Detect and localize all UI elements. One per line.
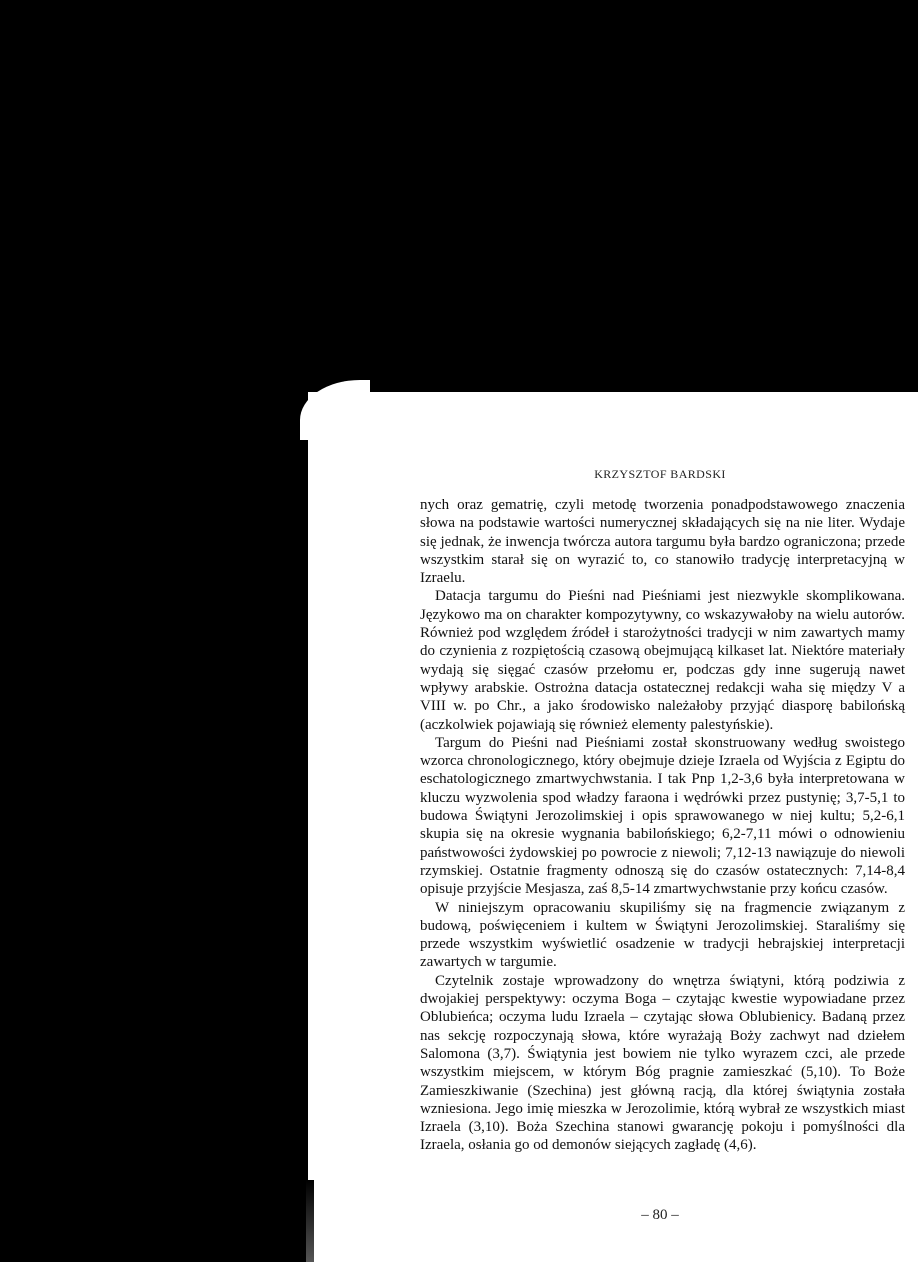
page-binding-edge — [306, 1180, 314, 1262]
scan-dark-border-left — [0, 392, 308, 1262]
page-number: – 80 – — [641, 1207, 679, 1223]
running-head: KRZYSZTOF BARDSKI — [594, 467, 726, 481]
scan-dark-border-top — [0, 0, 918, 392]
paragraph-2: Datacja targumu do Pieśni nad Pieśniami jest niezwykle skomplikowana. Językowo ma on charakter kompozytywny, co wskazywałoby na wielu autorów. Również pod względem źródeł i starożytności tradycji w nim zawartych mamy do czynienia z rozpiętością czasową obejmującą kilkaset lat. Niektóre materiały wydają się sięgać czasów przełomu er, podczas gdy inne sugerują nawet wpływy arabskie. Ostrożna datacja ostatecznej redakcji waha się między V a VIII w. po Chr., a jako środowisko należałoby przyjąć diasporę babilońską (aczkolwiek pojawiają się również elementy palestyńskie). — [420, 588, 905, 733]
paragraph-5: Czytelnik zostaje wprowadzony do wnętrza świątyni, którą podziwia z dwojakiej perspektywy: oczyma Boga – czytając kwestie wypowiadane przez Oblubieńca; oczyma ludu Izraela – czytając słowa Oblubienicy. Badaną przez nas sekcję rozpoczynają słowa, które wyrażają Boży zachwyt nad dziełem Salomona (3,7). Świątynia jest bowiem nie tylko wyrazem czci, ale przede wszystkim miejscem, w którym Bóg pragnie zamieszkać (5,10). To Boże Zamieszkiwanie (Szechina) jest główną racją, dla której świątynia została wzniesiona. Jego imię mieszka w Jerozolimie, którą wybrał ze wszystkich miast Izraela (3,10). Boża Szechina stanowi gwarancję pokoju i pomyślności dla Izraela, osłania go od demonów siejących zagładę (4,6). — [420, 972, 905, 1154]
paragraph-3: Targum do Pieśni nad Pieśniami został skonstruowany według swoistego wzorca chronologicznego, który obejmuje dzieje Izraela od Wyjścia z Egiptu do eschatologicznego zmartwychwstania. I tak Pnp 1,2-3,6 była interpretowana w kluczu wyzwolenia spod władzy faraona i wędrówki przez pustynię; 3,7-5,1 to budowa Świątyni Jerozolimskiej i opis sprawowanego w niej kultu; 5,2-6,1 skupia się na okresie wygnania babilońskiego; 6,2-7,11 mówi o odnowieniu państwowości żydowskiej po powrocie z niewoli; 7,12-13 nawiązuje do niewoli rzymskiej. Ostatnie fragmenty odnoszą się do czasów ostatecznych: 7,14-8,4 opisuje przyjście Mesjasza, zaś 8,5-14 zmartwychwstanie przy końcu czasów. — [420, 734, 905, 898]
paragraph-1: nych oraz gematrię, czyli metodę tworzenia ponadpodstawowego znaczenia słowa na podstawie wartości numerycznej składających się na nie liter. Wydaje się jednak, że inwencja twórcza autora targumu była bardzo ograniczona; przede wszystkim starał się on wyrazić to, co stanowiło tradycję interpretacyjną w Izraelu. — [420, 497, 905, 587]
body-text — [420, 496, 905, 1155]
paragraph-4: W niniejszym opracowaniu skupiliśmy się na fragmencie związanym z budową, poświęceniem i kultem w Świątyni Jerozolimskiej. Staraliśmy się przede wszystkim wyświetlić osadzenie w tradycji hebrajskiej interpretacji zawartych w targumie. — [420, 899, 905, 971]
